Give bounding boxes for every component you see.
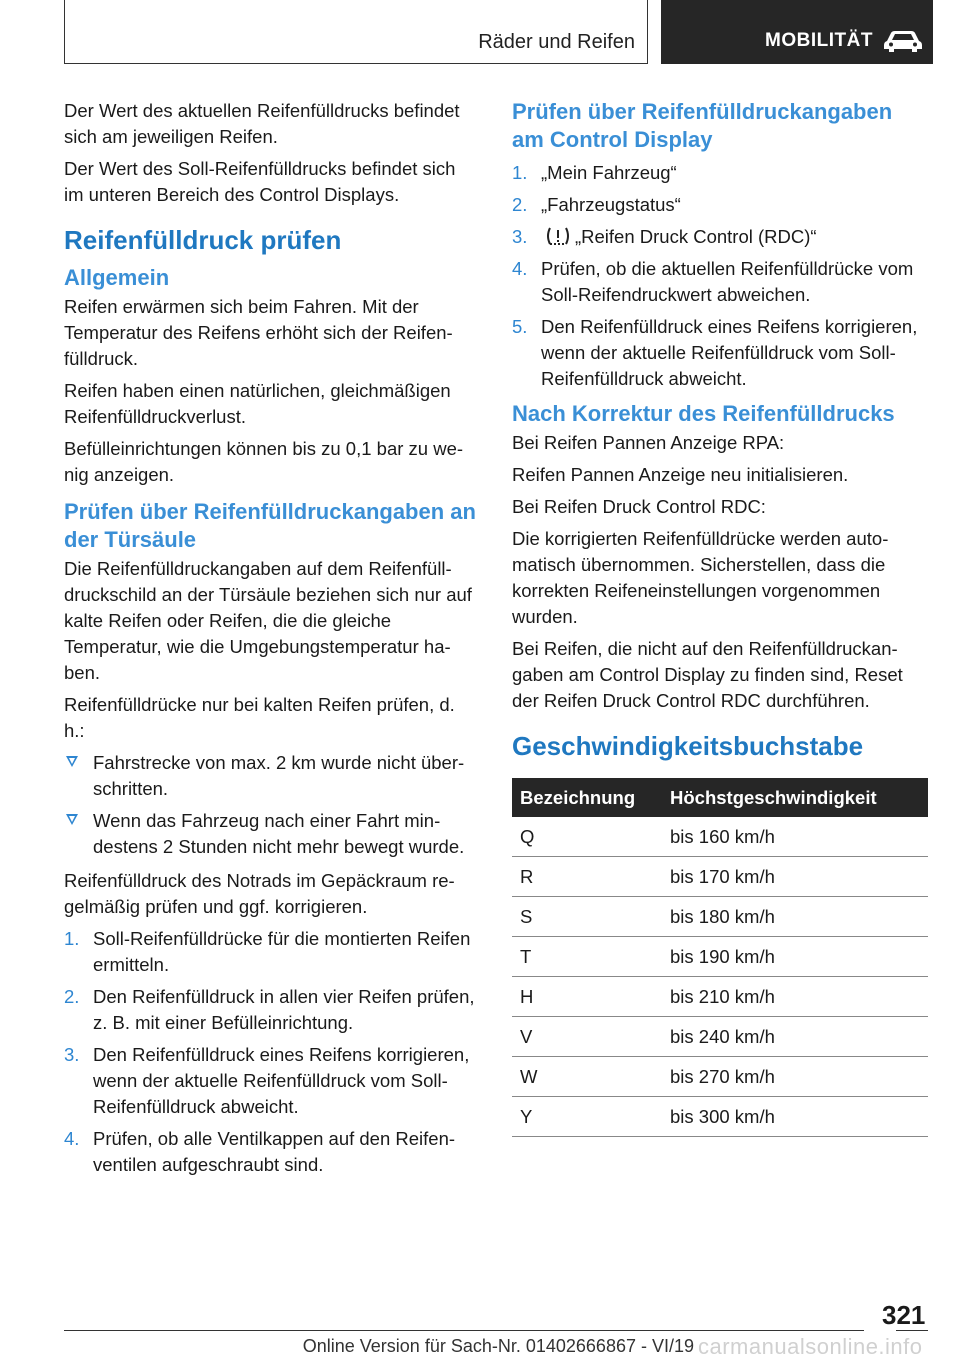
table-row: Q bis 160 km/h <box>512 817 928 857</box>
heading-after-correction: Nach Korrektur des Reifenfülldrucks <box>512 401 895 426</box>
list-item: 1. Soll-Reifenfülldrücke für die montierten Reifen ermitteln. <box>64 928 471 975</box>
after-paragraph: Bei Reifen Pannen Anzeige RPA: <box>512 432 785 453</box>
after-paragraph: Bei Reifen, die nicht auf den Reifenfülldruckangaben am Control Display zu finden sind, Reset der Reifen Druck Control RDC durchführen. <box>512 638 903 711</box>
list-item: 3. Den Reifenfülldruck eines Reifens korrigieren, wenn der aktuelle Reifenfülldruck vom Soll-Reifenfülldruck abweicht. <box>64 1044 470 1117</box>
triangle-bullet-icon <box>66 814 78 825</box>
column-header: Höchstgeschwindigkeit <box>670 778 928 817</box>
list-item: 2. Den Reifenfülldruck in allen vier Reifen prüfen, z. B. mit einer Befülleinrichtung. <box>64 986 475 1033</box>
chapter-label: MOBILITÄT <box>765 30 873 51</box>
list-item: 5. Den Reifenfülldruck eines Reifens korrigieren, wenn der aktuelle Reifenfülldruck vom Soll-Reifenfülldruck abweicht. <box>512 316 918 389</box>
after-paragraph: Die korrigierten Reifenfülldrücke werden automatisch übernommen. Sicherstellen, dass die korrekten Reifeneinstellungen vorgenommen wurden. <box>512 528 889 627</box>
table-row: H bis 210 km/h <box>512 977 928 1017</box>
condition-list <box>64 750 480 860</box>
intro-paragraph: Der Wert des aktuellen Reifenfülldrucks befindet sich am jeweiligen Reifen. <box>64 100 460 147</box>
table-row: Y bis 300 km/h <box>512 1097 928 1137</box>
heading-door-pillar: Prüfen über Reifenfülldruckangaben an der Türsäule <box>64 499 476 552</box>
after-paragraph: Bei Reifen Druck Control RDC: <box>512 496 766 517</box>
column-header: Bezeichnung <box>512 778 670 817</box>
table-row: T bis 190 km/h <box>512 937 928 977</box>
left-column <box>64 98 480 1186</box>
display-steps <box>512 160 928 392</box>
list-item: 4. Prüfen, ob alle Ventilkappen auf den Reifenventilen aufgeschraubt sind. <box>64 1128 456 1175</box>
page-number: 321 <box>882 1300 926 1330</box>
watermark-text: carmanualsonline.info <box>698 1334 923 1359</box>
header-section-box <box>64 0 648 64</box>
spare-wheel-paragraph: Reifenfülldruck des Notrads im Gepäckraum regelmäßig prüfen und ggf. korrigieren. <box>64 870 455 917</box>
chapter-tab <box>661 0 933 64</box>
door-paragraph: Reifenfülldrücke nur bei kalten Reifen prüfen, d. h.: <box>64 694 455 741</box>
general-paragraph: Befülleinrichtungen können bis zu 0,1 bar zu wenig anzeigen. <box>64 438 464 485</box>
list-item: 1. „Mein Fahrzeug“ <box>512 162 677 183</box>
intro-paragraph: Der Wert des Soll-Reifenfülldrucks befindet sich im unteren Bereich des Control Displays. <box>64 158 456 205</box>
speed-rating-table <box>512 778 928 1137</box>
table-row: W bis 270 km/h <box>512 1057 928 1097</box>
door-paragraph: Die Reifenfülldruckangaben auf dem Reifenfülldruckschild an der Türsäule beziehen sich nur auf kalte Reifen oder Reifen, die die gleiche Temperatur, wie die Umgebungstemperatur haben. <box>64 558 472 683</box>
general-paragraph: Reifen haben einen natürlichen, gleichmäßigen Reifenfülldruckverlust. <box>64 380 451 427</box>
online-version-text: Online Version für Sach-Nr. 01402666867 - VI/19 <box>302 1336 694 1356</box>
section-title: Räder und Reifen <box>478 31 635 53</box>
heading-tire-pressure-check: Reifenfülldruck prüfen <box>64 225 342 255</box>
after-paragraph: Reifen Pannen Anzeige neu initialisieren. <box>512 464 849 485</box>
car-icon <box>881 27 925 53</box>
footer-divider <box>896 1330 928 1331</box>
table-row: V bis 240 km/h <box>512 1017 928 1057</box>
list-item: Fahrstrecke von max. 2 km wurde nicht überschritten. <box>64 750 480 802</box>
right-column <box>512 98 928 1137</box>
heading-control-display: Prüfen über Reifenfülldruckangaben am Control Display <box>512 99 893 152</box>
list-item: 4. Prüfen, ob die aktuellen Reifenfülldrücke vom Soll-Reifendruckwert abweichen. <box>512 258 914 305</box>
general-paragraph: Reifen erwärmen sich beim Fahren. Mit der Temperatur des Reifens erhöht sich der Reifenfülldruck. <box>64 296 453 369</box>
list-item: 2. „Fahrzeugstatus“ <box>512 194 681 215</box>
list-item: 3. „Reifen Druck Control (RDC)“ <box>512 226 817 247</box>
list-item: Wenn das Fahrzeug nach einer Fahrt mindestens 2 Stunden nicht mehr bewegt wurde. <box>64 808 480 860</box>
table-row: R bis 170 km/h <box>512 857 928 897</box>
procedure-steps <box>64 926 480 1178</box>
footer-divider <box>64 1330 864 1331</box>
heading-general: Allgemein <box>64 265 170 290</box>
triangle-bullet-icon <box>66 756 78 767</box>
heading-speed-rating: Geschwindigkeitsbuchstabe <box>512 731 864 761</box>
table-row: S bis 180 km/h <box>512 897 928 937</box>
table-header-row <box>512 778 928 817</box>
tire-pressure-warning-icon <box>545 226 571 246</box>
